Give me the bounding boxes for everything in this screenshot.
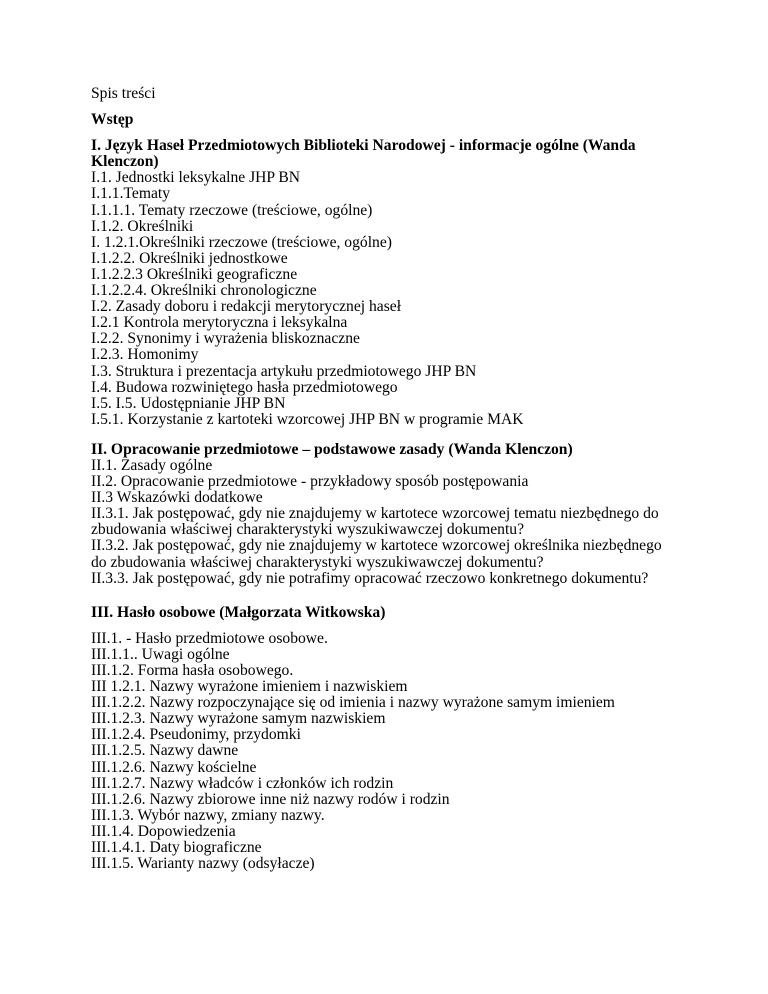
toc-item: I.3. Struktura i prezentacja artykułu przedmiotowego JHP BN (91, 362, 477, 380)
section-2-heading: II. Opracowanie przedmiotowe – podstawowe zasady (Wanda Klenczon) (91, 440, 573, 458)
toc-item: I.1.2.2.4. Określniki chronologiczne (91, 282, 317, 300)
toc-item: III.1.4. Dopowiedzenia (91, 822, 236, 840)
toc-item: I. 1.2.1.Określniki rzeczowe (treściowe, ogólne) (91, 233, 392, 251)
toc-item: II.1. Zasady ogólne (91, 456, 213, 474)
toc-item: II.3.1. Jak postępować, gdy nie znajdujemy w kartotece wzorcowej tematu niezbędnego do zbudowania właściwej charakterystyki wyszukiwawczej dokumentu? (91, 505, 659, 539)
section-2 (91, 442, 691, 587)
toc-item: I.2.3. Homonimy (91, 346, 199, 364)
toc-item: III.1.2.5. Nazwy dawne (91, 742, 239, 760)
toc-item: III.1.2.4. Pseudonimy, przydomki (91, 726, 301, 744)
section-1-heading: I. Język Haseł Przedmiotowych Biblioteki Narodowej - informacje ogólne (Wanda Klenczon) (91, 137, 636, 171)
toc-item: I.4. Budowa rozwiniętego hasła przedmiotowego (91, 378, 398, 396)
toc-item: II.3 Wskazówki dodatkowe (91, 489, 263, 507)
toc-item: III.1.2.6. Nazwy kościelne (91, 758, 257, 776)
section-3-heading: III. Hasło osobowe (Małgorzata Witkowska) (91, 603, 386, 621)
toc-title: Spis treści (91, 85, 156, 102)
toc-item: III.1.2.3. Nazwy wyrażone samym nazwiskiem (91, 710, 386, 728)
section-1 (91, 138, 691, 428)
toc-item: I.1.2.2.3 Określniki geograficzne (91, 265, 298, 283)
toc-item: III.1.2.2. Nazwy rozpoczynające się od imienia i nazwy wyrażone samym imieniem (91, 694, 615, 712)
toc-item: III.1.2.7. Nazwy władców i członków ich rodzin (91, 774, 394, 792)
toc-item: I.5. I.5. Udostępnianie JHP BN (91, 394, 286, 412)
toc-item: I.2.1 Kontrola merytoryczna i leksykalna (91, 314, 348, 332)
toc-item: I.1.2.2. Określniki jednostkowe (91, 249, 288, 267)
toc-item: I.1.1.Tematy (91, 185, 171, 203)
toc-item: III.1.1.. Uwagi ogólne (91, 645, 230, 663)
toc-item: III 1.2.1. Nazwy wyrażone imieniem i nazwiskiem (91, 678, 408, 696)
toc-item: I.1.2. Określniki (91, 217, 194, 235)
toc-item: III.1.4.1. Daty biograficzne (91, 839, 262, 857)
section-3 (91, 605, 691, 873)
toc-item: III.1.3. Wybór nazwy, zmiany nazwy. (91, 806, 325, 824)
toc-item: II.3.3. Jak postępować, gdy nie potrafimy opracować rzeczowo konkretnego dokumentu? (91, 569, 649, 587)
toc-item: I.2.2. Synonimy i wyrażenia bliskoznaczne (91, 330, 360, 348)
toc-item: III.1.2. Forma hasła osobowego. (91, 662, 294, 679)
intro-entry: Wstęp (91, 111, 134, 129)
toc-item: I.1.1.1. Tematy rzeczowe (treściowe, ogólne) (91, 201, 373, 219)
toc-item: III.1.2.6. Nazwy zbiorowe inne niż nazwy rodów i rodzin (91, 790, 450, 808)
toc-item: I.1. Jednostki leksykalne JHP BN (91, 169, 301, 187)
toc-item: I.2. Zasady doboru i redakcji merytorycznej haseł (91, 298, 402, 316)
toc-item: I.5.1. Korzystanie z kartoteki wzorcowej JHP BN w programie MAK (91, 410, 524, 428)
toc-item: II.3.2. Jak postępować, gdy nie znajdujemy w kartotece wzorcowej określnika niezbędnego do zbudowania właściwej charakterystyki wyszukiwawczej dokumentu? (91, 537, 662, 571)
toc-page (91, 86, 691, 886)
toc-item: III.1. - Hasło przedmiotowe osobowe. (91, 629, 328, 647)
toc-item: II.2. Opracowanie przedmiotowe - przykładowy sposób postępowania (91, 473, 529, 491)
toc-item: III.1.5. Warianty nazwy (odsyłacze) (91, 855, 315, 873)
